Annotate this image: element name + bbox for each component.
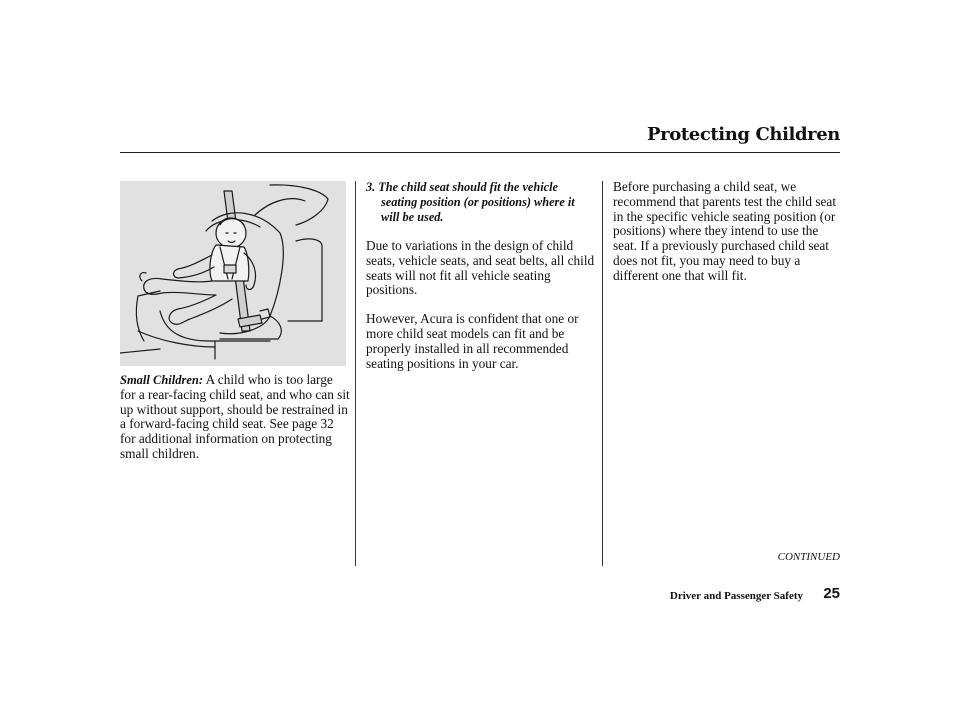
small-children-paragraph bbox=[120, 373, 350, 462]
title-rule bbox=[120, 152, 840, 153]
purchase-advice-paragraph: Before purchasing a child seat, we recommend that parents test the child seat in the specific vehicle seating position (or positions) where they intend to use the seat. If a previously purchased child seat does not fit, you may need to buy a different one that will fit. bbox=[613, 179, 837, 283]
column-divider-2 bbox=[602, 181, 603, 566]
right-column bbox=[613, 180, 841, 284]
acura-confidence-paragraph: However, Acura is confident that one or more child seat models can fit and be properly installed in all recommended seating positions in your car. bbox=[366, 311, 579, 371]
column-divider-1 bbox=[355, 181, 356, 566]
child-seat-illustration bbox=[120, 181, 346, 366]
small-children-body: A child who is too large for a rear-facing child seat, and who can sit up without support, should be restrained in a forward-facing child seat. See page 32 for additional information on protecting small children. bbox=[120, 372, 350, 461]
middle-column bbox=[366, 180, 596, 371]
seat-fit-paragraph: Due to variations in the design of child seats, vehicle seats, and seat belts, all child seats will not fit all vehicle seating positions. bbox=[366, 238, 595, 298]
page-title: Protecting Children bbox=[647, 124, 840, 145]
footer-section-title: Driver and Passenger Safety bbox=[669, 590, 803, 602]
item-3-heading: 3. The child seat should fit the vehicle seating position (or positions) where it will be used. bbox=[366, 180, 575, 224]
page-number: 25 bbox=[823, 585, 840, 602]
small-children-heading: Small Children: bbox=[120, 373, 204, 387]
continued-label: CONTINUED bbox=[777, 551, 840, 563]
